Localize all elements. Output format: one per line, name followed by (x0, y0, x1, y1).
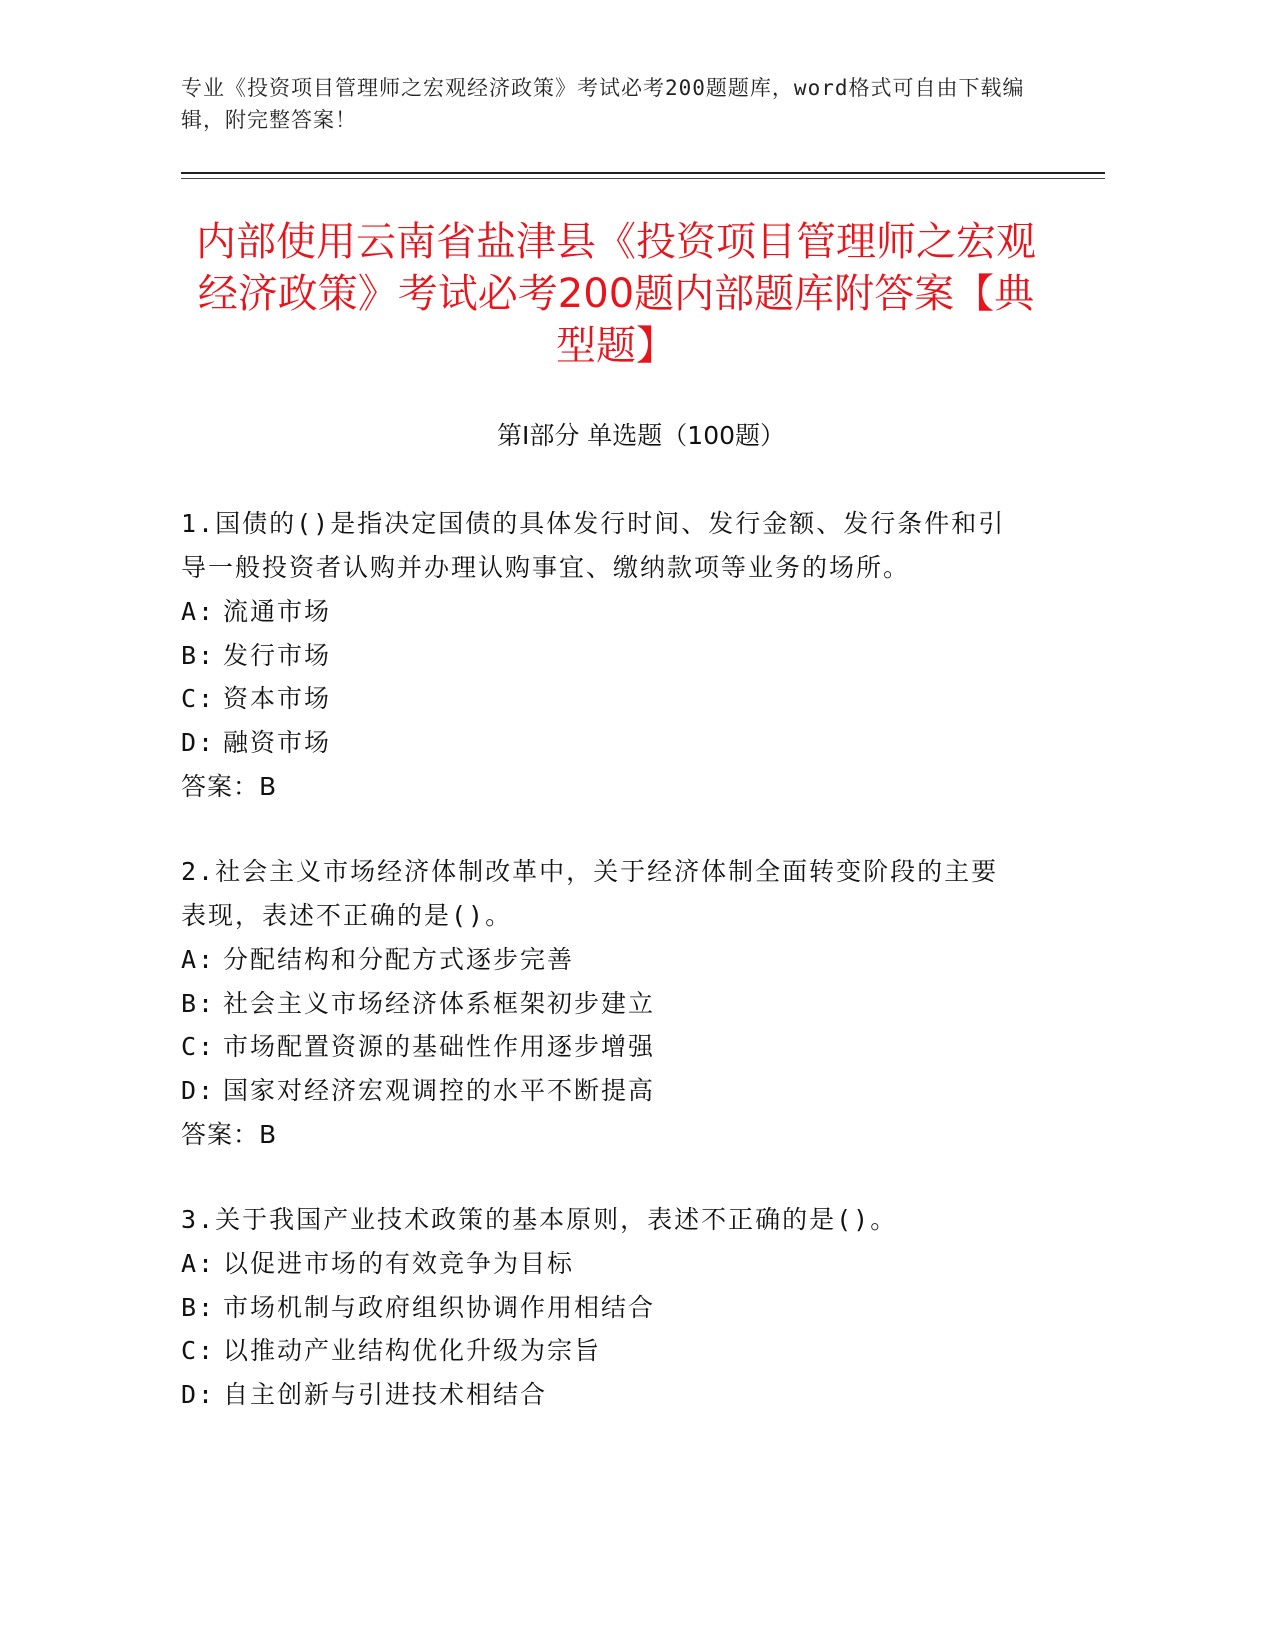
option-text: 流通市场 (223, 597, 332, 626)
option-text: 市场机制与政府组织协调作用相结合 (223, 1292, 656, 1322)
answer-line: 答案：B (181, 1120, 278, 1149)
option-text: 自主创新与引进技术相结合 (223, 1379, 548, 1409)
option-b (181, 982, 1021, 1026)
option-d (181, 1069, 1021, 1113)
question-2 (181, 850, 1021, 1158)
option-letter: B: (181, 640, 216, 670)
option-letter: D: (181, 1379, 216, 1409)
option-text: 发行市场 (223, 640, 332, 670)
option-a (181, 938, 1021, 982)
option-a (181, 1242, 1021, 1286)
option-letter: C: (181, 1336, 216, 1365)
question-stem: 3.关于我国产业技术政策的基本原则，表述不正确的是()。 (181, 1205, 898, 1234)
header-note: 专业《投资项目管理师之宏观经济政策》考试必考200题题库，word格式可自由下载编辑，附完整答案！ (181, 76, 1025, 132)
option-letter: A: (181, 597, 216, 626)
option-d (181, 721, 1021, 765)
option-text: 国家对经济宏观调控的水平不断提高 (223, 1075, 656, 1105)
option-d (181, 1373, 1021, 1417)
option-letter: C: (181, 684, 216, 713)
question-3 (181, 1198, 1021, 1416)
header-rule-thick (181, 172, 1105, 174)
option-text: 市场配置资源的基础性作用逐步增强 (223, 1032, 656, 1061)
question-1 (181, 502, 1021, 810)
option-letter: B: (181, 1292, 216, 1322)
option-letter: D: (181, 1075, 216, 1105)
option-c (181, 1329, 1021, 1373)
document-title: 内部使用云南省盐津县《投资项目管理师之宏观经济政策》考试必考200题内部题库附答案【典型题】 (196, 219, 1036, 369)
option-text: 融资市场 (223, 727, 332, 757)
header-rule-thin (181, 178, 1105, 179)
option-letter: B: (181, 988, 216, 1018)
option-c (181, 1025, 1021, 1069)
option-letter: A: (181, 1249, 216, 1278)
question-stem: 1.国债的()是指决定国债的具体发行时间、发行金额、发行条件和引导一般投资者认购并办理认购事宜、缴纳款项等业务的场所。 (181, 509, 1006, 582)
option-text: 资本市场 (223, 684, 332, 713)
answer-line: 答案：B (181, 772, 278, 801)
option-text: 分配结构和分配方式逐步完善 (223, 945, 575, 974)
option-letter: A: (181, 945, 216, 974)
section-title: 第Ⅰ部分 单选题（100题） (496, 421, 786, 450)
question-stem: 2.社会主义市场经济体制改革中，关于经济体制全面转变阶段的主要表现，表述不正确的是()。 (181, 857, 999, 930)
option-text: 以推动产业结构优化升级为宗旨 (223, 1336, 602, 1365)
option-b (181, 1286, 1021, 1330)
option-text: 社会主义市场经济体系框架初步建立 (223, 988, 656, 1018)
option-b (181, 634, 1021, 678)
option-a (181, 590, 1021, 634)
option-text: 以促进市场的有效竞争为目标 (223, 1249, 575, 1278)
option-c (181, 677, 1021, 721)
option-letter: C: (181, 1032, 216, 1061)
option-letter: D: (181, 727, 216, 757)
